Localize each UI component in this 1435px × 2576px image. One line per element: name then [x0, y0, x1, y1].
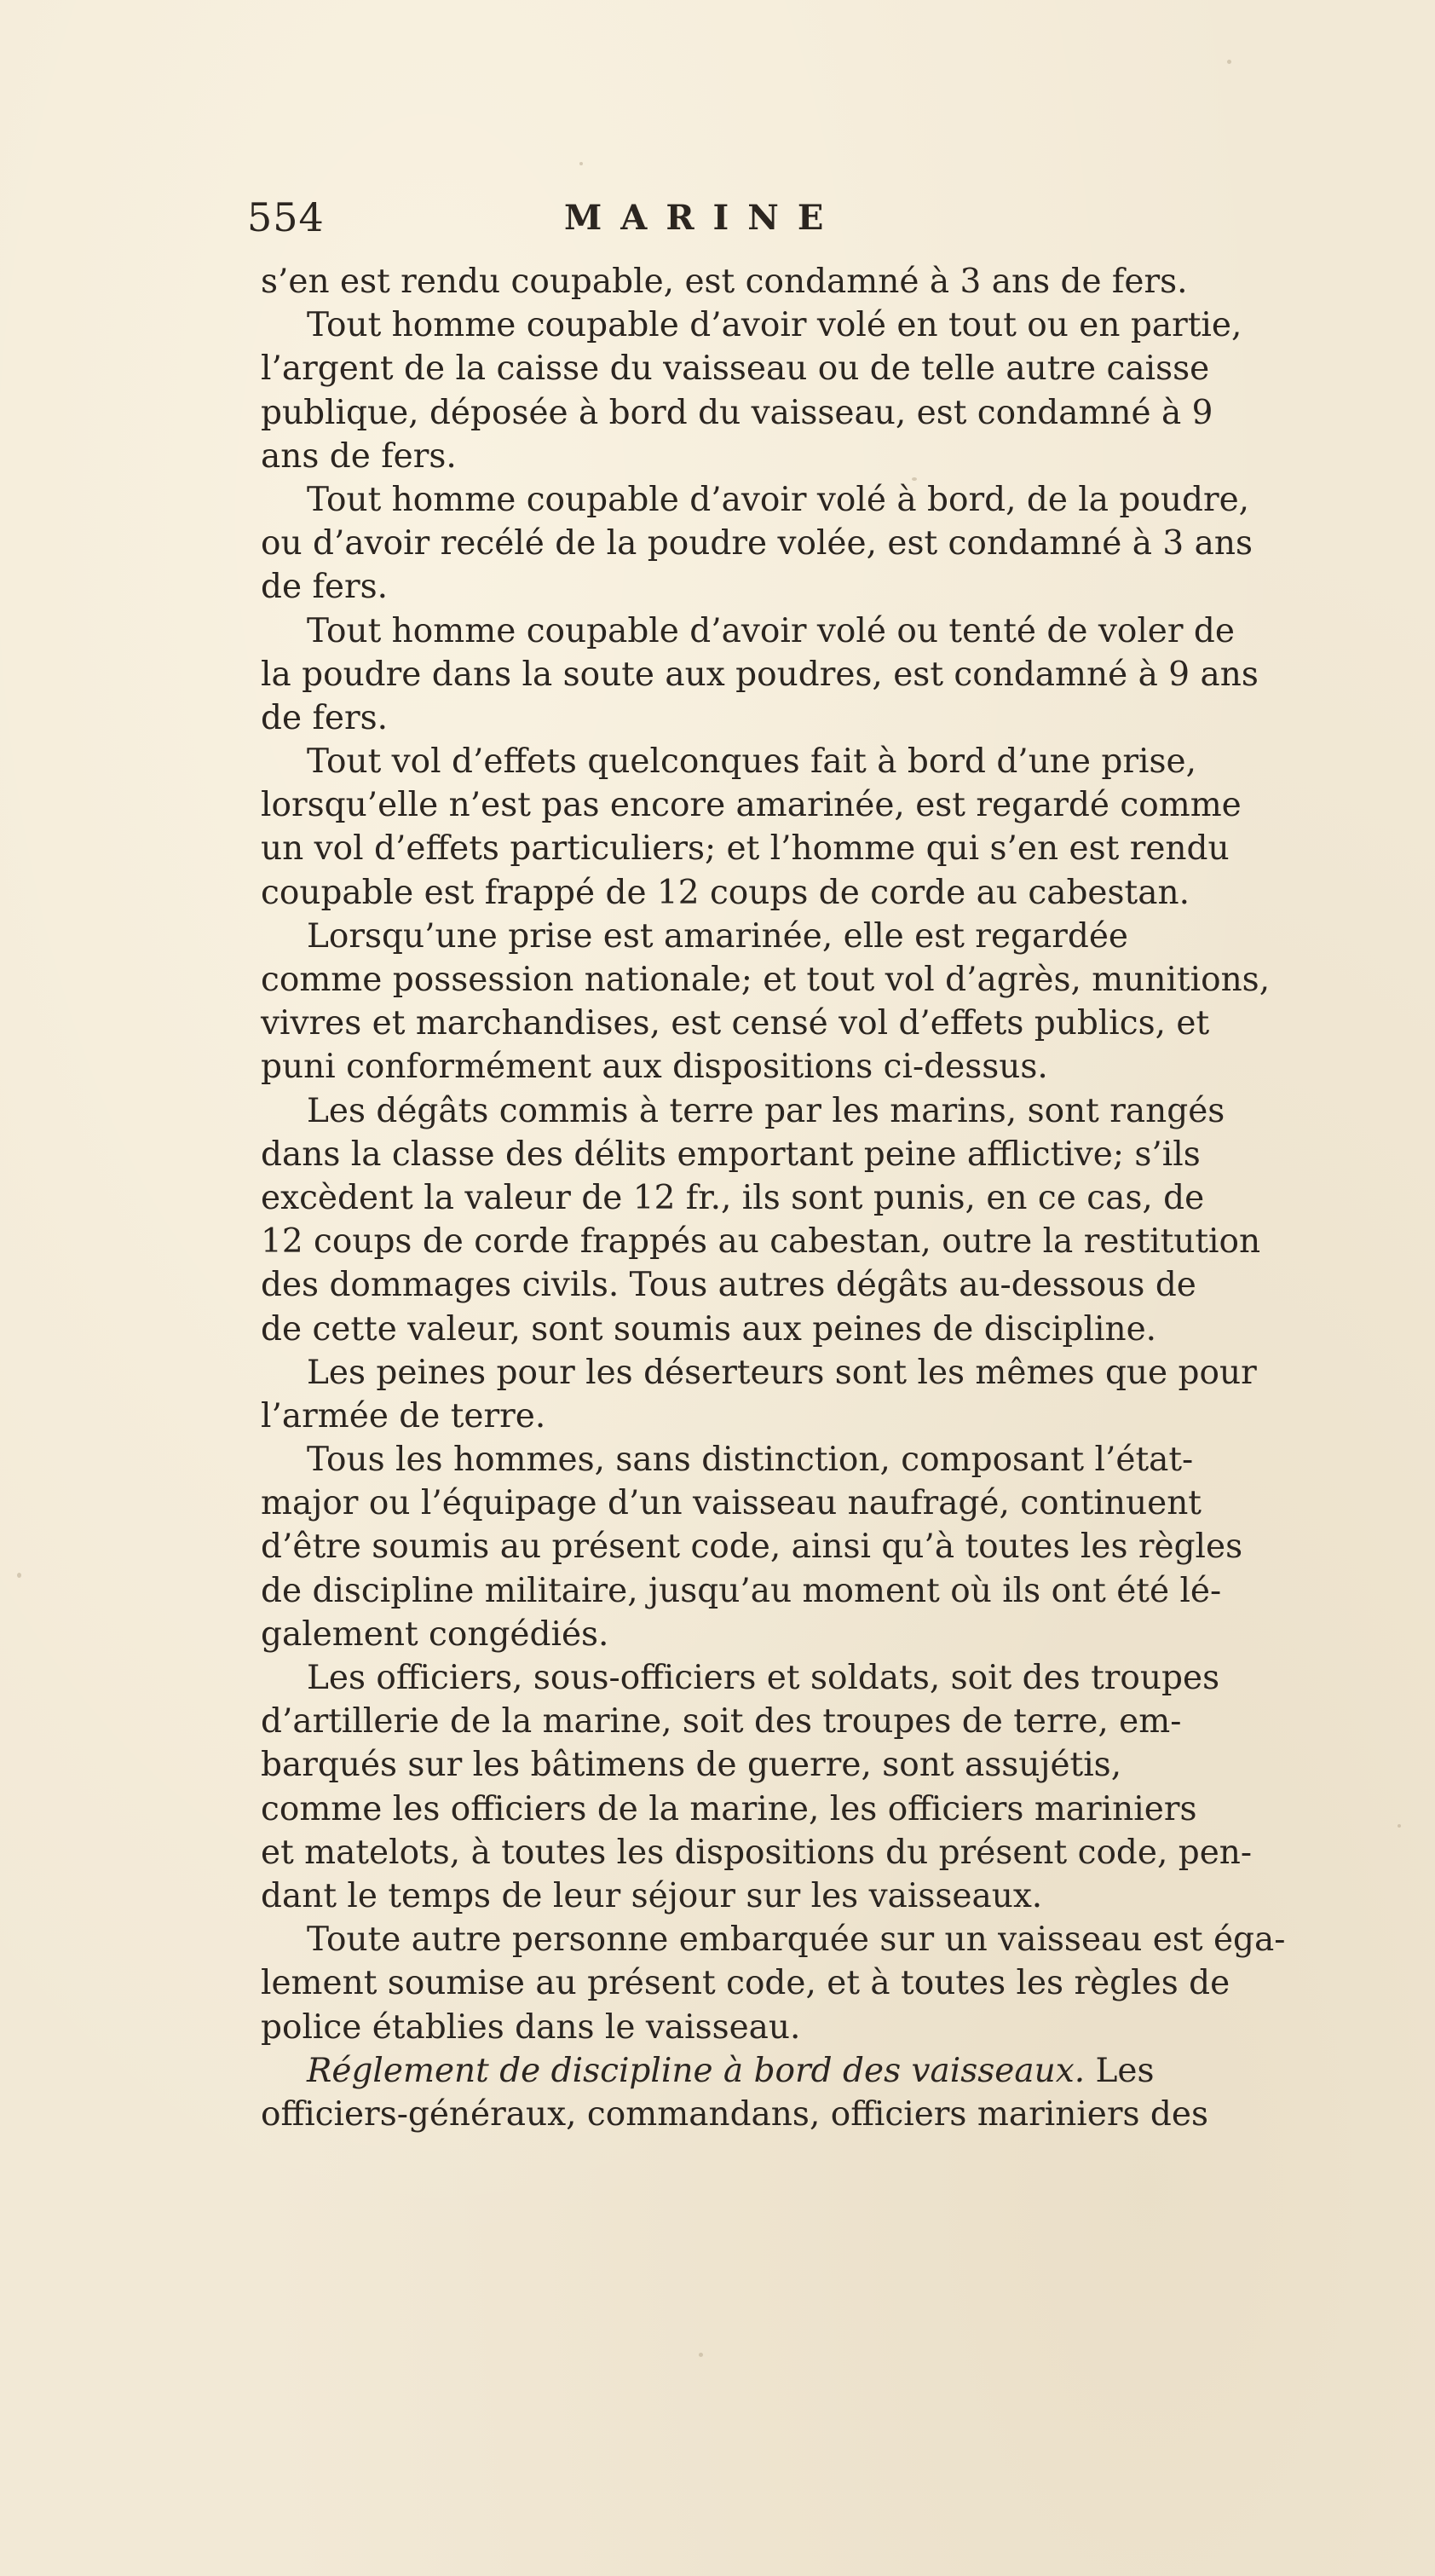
text-line: vivres et marchandises, est censé vol d’effets publics, et	[261, 1004, 1210, 1043]
text-line: Tout homme coupable d’avoir volé à bord, de la poudre,	[307, 480, 1250, 519]
text-line: d’artillerie de la marine, soit des troupes de terre, em-	[261, 1702, 1182, 1741]
body-text	[261, 260, 1377, 2136]
text-line: puni conformément aux dispositions ci-dessus.	[261, 1048, 1048, 1087]
text-line: police établies dans le vaisseau.	[261, 2007, 801, 2047]
page-header	[247, 194, 1432, 249]
text-line: de discipline militaire, jusqu’au moment où ils ont été lé-	[261, 1571, 1222, 1610]
text-line	[261, 2049, 1377, 2093]
section-heading-italic: Réglement de discipline à bord des vaisseaux.	[307, 2051, 1086, 2090]
text-line: Lorsqu’une prise est amarinée, elle est regardée	[307, 916, 1129, 956]
text-line: Les dégâts commis à terre par les marins, sont rangés	[307, 1091, 1225, 1130]
text-line: de fers.	[261, 698, 389, 737]
text-line: Toute autre personne embarquée sur un vaisseau est éga-	[307, 1920, 1286, 1960]
text-line: lement soumise au présent code, et à toutes les règles de	[261, 1964, 1230, 2003]
text-line: l’armée de terre.	[261, 1396, 546, 1435]
paper-speck	[1227, 60, 1231, 64]
text-line: dans la classe des délits emportant peine afflictive; s’ils	[261, 1135, 1201, 1174]
text-line: de fers.	[261, 568, 389, 607]
text-line: ans de fers.	[261, 436, 457, 476]
text-line: comme les officiers de la marine, les officiers mariniers	[261, 1789, 1197, 1828]
paper-speck	[1398, 1824, 1401, 1828]
text-line: dant le temps de leur séjour sur les vaisseaux.	[261, 1876, 1043, 1915]
text-line: Tout homme coupable d’avoir volé en tout ou en partie,	[307, 306, 1242, 345]
text-line: lorsqu’elle n’est pas encore amarinée, est regardé comme	[261, 786, 1242, 825]
text-line: publique, déposée à bord du vaisseau, est condamné à 9	[261, 393, 1213, 432]
text-line: Tous les hommes, sans distinction, composant l’état-	[307, 1441, 1194, 1480]
paper-speck	[579, 162, 583, 165]
page-number: 554	[247, 194, 325, 240]
text-line: des dommages civils. Tous autres dégâts au-dessous de	[261, 1266, 1196, 1305]
text-fragment: Les	[1085, 2051, 1155, 2090]
text-line: excèdent la valeur de 12 fr., ils sont punis, en ce cas, de	[261, 1178, 1205, 1217]
text-line: la poudre dans la soute aux poudres, est condamné à 9 ans	[261, 655, 1259, 694]
text-line: Les peines pour les déserteurs sont les mêmes que pour	[307, 1353, 1257, 1392]
text-line: Tout homme coupable d’avoir volé ou tenté de voler de	[307, 611, 1235, 650]
text-line: officiers-généraux, commandans, officiers mariniers des	[261, 2094, 1208, 2134]
text-line: un vol d’effets particuliers; et l’homme qui s’en est rendu	[261, 829, 1230, 869]
text-line: 12 coups de corde frappés au cabestan, outre la restitution	[261, 1222, 1261, 1262]
text-line: ou d’avoir recélé de la poudre volée, est condamné à 3 ans	[261, 524, 1253, 563]
text-line: comme possession nationale; et tout vol d’agrès, munitions,	[261, 961, 1271, 999]
text-line: major ou l’équipage d’un vaisseau naufragé, continuent	[261, 1484, 1202, 1523]
text-line: s’en est rendu coupable, est condamné à 3 ans de fers.	[261, 263, 1188, 301]
running-head: MARINE	[564, 198, 843, 238]
text-line: de cette valeur, sont soumis aux peines de discipline.	[261, 1309, 1157, 1349]
paper-speck	[17, 1573, 21, 1578]
paper-speck	[912, 477, 917, 481]
paper-speck	[699, 2353, 703, 2357]
text-line: coupable est frappé de 12 coups de corde au cabestan.	[261, 873, 1190, 912]
text-line: Les officiers, sous-officiers et soldats, soit des troupes	[307, 1659, 1220, 1697]
text-line: l’argent de la caisse du vaisseau ou de telle autre caisse	[261, 349, 1210, 389]
text-line: d’être soumis au présent code, ainsi qu’à toutes les règles	[261, 1528, 1243, 1567]
text-line: Tout vol d’effets quelconques fait à bord d’une prise,	[307, 742, 1196, 782]
text-line: et matelots, à toutes les dispositions du présent code, pen-	[261, 1833, 1253, 1872]
text-line: barqués sur les bâtimens de guerre, sont assujétis,	[261, 1746, 1122, 1785]
text-line: galement congédiés.	[261, 1614, 609, 1654]
